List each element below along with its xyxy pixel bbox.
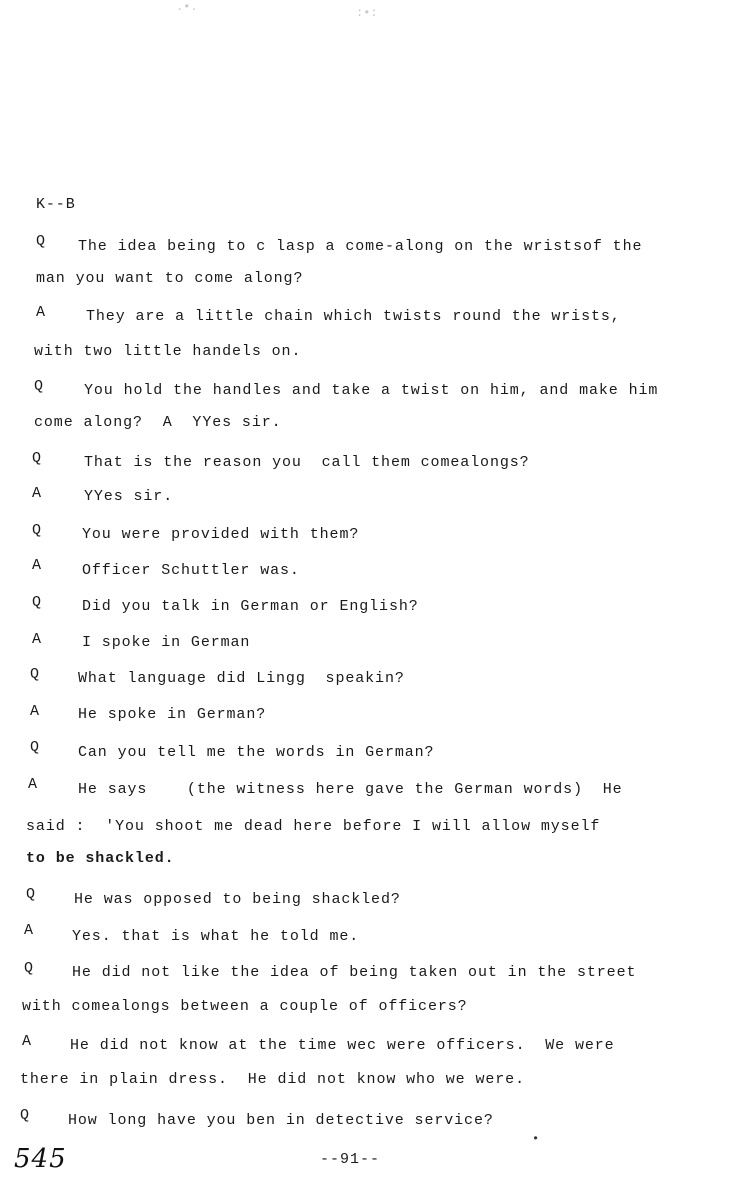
transcript-line: He says (the witness here gave the German words) He: [78, 781, 623, 798]
speaker-label: Q: [32, 522, 42, 539]
transcript-line: He spoke in German?: [78, 706, 267, 723]
transcript-line: I spoke in German: [82, 634, 251, 651]
scan-dot: •: [532, 1132, 540, 1146]
speaker-label: A: [32, 557, 42, 574]
transcript-line: They are a little chain which twists round the wrists,: [86, 308, 621, 325]
speaker-label: Q: [32, 450, 42, 467]
transcript-line: That is the reason you call them comealongs?: [84, 454, 530, 471]
transcript-line: said : 'You shoot me dead here before I will allow myself: [26, 818, 601, 835]
transcript-line: there in plain dress. He did not know who we were.: [20, 1071, 525, 1088]
speaker-label: Q: [26, 886, 36, 903]
transcript-line: He did not like the idea of being taken out in the street: [72, 964, 637, 981]
transcript-line: You were provided with them?: [82, 526, 360, 543]
speaker-label: Q: [36, 233, 46, 250]
transcript-line: Can you tell me the words in German?: [78, 744, 435, 761]
speaker-label: A: [24, 922, 34, 939]
speaker-label: A: [28, 776, 38, 793]
transcript-line: The idea being to c lasp a come-along on the wristsof the: [78, 238, 643, 255]
page-number: --91--: [320, 1151, 381, 1168]
speaker-label: A: [22, 1033, 32, 1050]
transcript-line: to be shackled.: [26, 850, 175, 867]
transcript-line: come along? A YYes sir.: [34, 414, 282, 431]
transcript-line: He was opposed to being shackled?: [74, 891, 401, 908]
speaker-label: A: [36, 304, 46, 321]
transcript-line: Yes. that is what he told me.: [72, 928, 360, 945]
transcript-line: You hold the handles and take a twist on him, and make him: [84, 382, 659, 399]
speaker-label: Q: [24, 960, 34, 977]
transcript-line: He did not know at the time wec were officers. We were: [70, 1037, 615, 1054]
transcript-line: Did you talk in German or English?: [82, 598, 419, 615]
transcript-line: YYes sir.: [84, 488, 174, 505]
handwritten-page-number: 545: [14, 1144, 67, 1174]
transcript-line: Officer Schuttler was.: [82, 562, 300, 579]
transcript-line: man you want to come along?: [36, 270, 304, 287]
speaker-label: A: [32, 631, 42, 648]
transcript-line: How long have you ben in detective service?: [68, 1112, 494, 1129]
transcript-line: with two little handels on.: [34, 343, 302, 360]
transcript-line: with comealongs between a couple of officers?: [22, 998, 468, 1015]
scan-smudge: :•:: [356, 6, 378, 20]
transcript-line: What language did Lingg speakin?: [78, 670, 405, 687]
speaker-label: Q: [30, 666, 40, 683]
speaker-label: Q: [20, 1107, 30, 1124]
section-marker: K--B: [36, 196, 76, 213]
speaker-label: A: [30, 703, 40, 720]
speaker-label: Q: [32, 594, 42, 611]
scan-smudge: .•.: [176, 0, 198, 14]
speaker-label: Q: [34, 378, 44, 395]
speaker-label: Q: [30, 739, 40, 756]
speaker-label: A: [32, 485, 42, 502]
